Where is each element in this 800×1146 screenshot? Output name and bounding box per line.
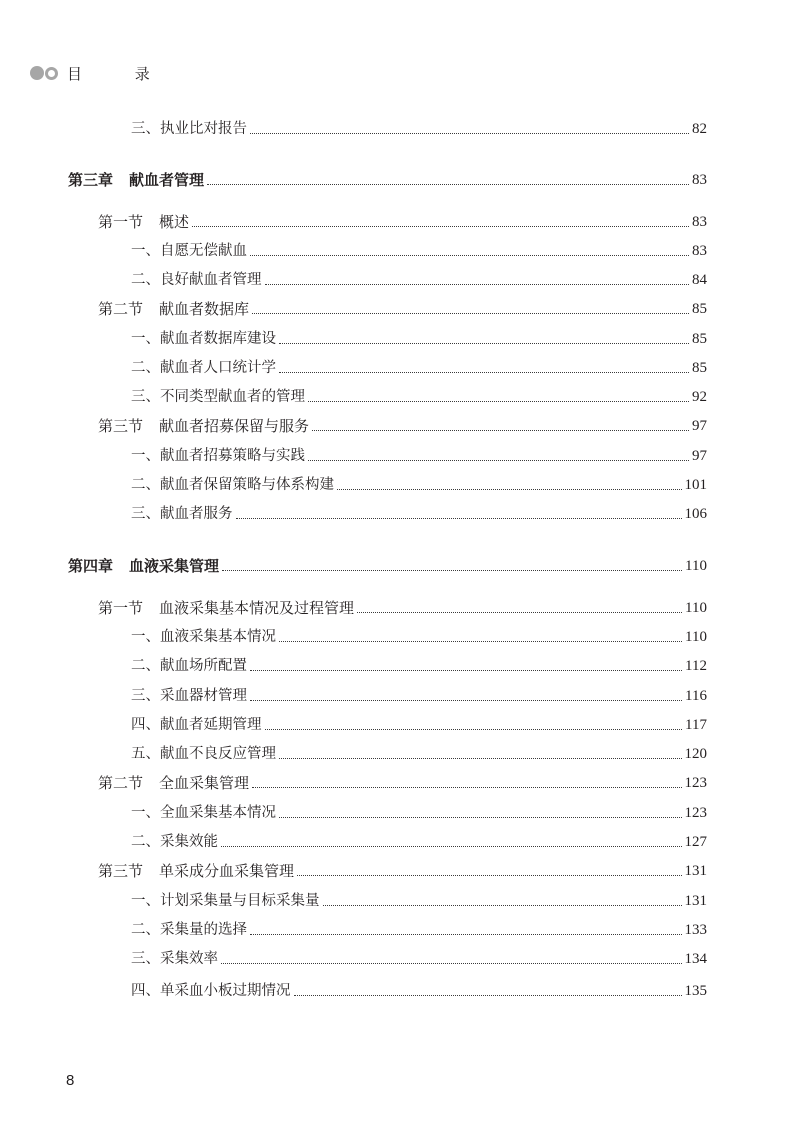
entry-page: 97 bbox=[692, 418, 707, 434]
dot-leader bbox=[265, 729, 683, 730]
dot-leader bbox=[221, 846, 682, 847]
entry-page: 110 bbox=[685, 600, 707, 616]
entry-page: 101 bbox=[684, 477, 707, 493]
entry-title: 一、献血者数据库建设 bbox=[131, 331, 276, 347]
entry-page: 123 bbox=[684, 805, 707, 821]
dot-leader bbox=[337, 489, 682, 490]
entry-title: 三、执业比对报告 bbox=[131, 121, 247, 137]
entry-page: 127 bbox=[684, 834, 707, 850]
dot-leader bbox=[265, 284, 690, 285]
toc-entry[interactable] bbox=[0, 743, 707, 765]
section-number: 第三节 bbox=[98, 862, 144, 880]
entry-title: 一、血液采集基本情况 bbox=[131, 629, 276, 645]
dot-leader bbox=[308, 460, 689, 461]
section-number: 第三节 bbox=[98, 417, 144, 435]
entry-title: 二、采集效能 bbox=[131, 834, 218, 850]
entry-page: 134 bbox=[684, 951, 707, 967]
entry-page: 131 bbox=[684, 893, 707, 909]
toc-entry[interactable] bbox=[0, 118, 707, 140]
dot-leader bbox=[308, 401, 689, 402]
entry-page: 83 bbox=[692, 172, 707, 188]
entry-title: 二、采集量的选择 bbox=[131, 922, 247, 938]
entry-title: 一、自愿无偿献血 bbox=[131, 243, 247, 259]
entry-page: 85 bbox=[692, 301, 707, 317]
entry-title: 概述 bbox=[159, 213, 190, 231]
dot-leader bbox=[279, 758, 682, 759]
chapter-number: 第四章 bbox=[68, 557, 114, 575]
entry-page: 92 bbox=[692, 389, 707, 405]
toc-entry[interactable] bbox=[0, 555, 707, 577]
entry-page: 83 bbox=[692, 243, 707, 259]
toc-entry[interactable] bbox=[0, 802, 707, 824]
entry-title: 一、全血采集基本情况 bbox=[131, 805, 276, 821]
dot-leader bbox=[357, 612, 682, 613]
dot-leader bbox=[236, 518, 682, 519]
dot-leader bbox=[207, 184, 689, 185]
section-number: 第二节 bbox=[98, 774, 144, 792]
entry-title: 三、采血器材管理 bbox=[131, 688, 247, 704]
chapter-number: 第三章 bbox=[68, 171, 114, 189]
dot-leader bbox=[250, 670, 682, 671]
dot-leader bbox=[250, 255, 689, 256]
entry-page: 82 bbox=[692, 121, 707, 137]
entry-page: 106 bbox=[684, 506, 707, 522]
entry-title: 献血者数据库 bbox=[159, 300, 250, 318]
dot-leader bbox=[250, 133, 689, 134]
entry-title: 三、献血者服务 bbox=[131, 506, 233, 522]
entry-title: 四、单采血小板过期情况 bbox=[131, 983, 291, 999]
entry-page: 97 bbox=[692, 448, 707, 464]
entry-title: 全血采集管理 bbox=[159, 774, 250, 792]
entry-title: 一、计划采集量与目标采集量 bbox=[131, 893, 320, 909]
dot-leader bbox=[252, 787, 681, 788]
entry-title: 三、采集效率 bbox=[131, 951, 218, 967]
toc-entry[interactable] bbox=[0, 269, 707, 291]
dot-leader bbox=[252, 313, 689, 314]
toc-entry[interactable] bbox=[0, 503, 707, 525]
dot-leader bbox=[250, 934, 682, 935]
header-title: 目 录 bbox=[67, 64, 174, 83]
entry-title: 五、献血不良反应管理 bbox=[131, 746, 276, 762]
entry-title: 一、献血者招募策略与实践 bbox=[131, 448, 305, 464]
dot-leader bbox=[279, 641, 682, 642]
entry-page: 135 bbox=[684, 983, 707, 999]
dot-leader bbox=[323, 905, 682, 906]
toc-entry[interactable] bbox=[0, 831, 707, 853]
entry-page: 116 bbox=[685, 688, 707, 704]
entry-title: 血液采集管理 bbox=[129, 557, 220, 575]
dot-leader bbox=[222, 570, 682, 571]
dot-leader bbox=[279, 372, 689, 373]
entry-page: 85 bbox=[692, 331, 707, 347]
page-number: 8 bbox=[66, 1072, 75, 1089]
entry-page: 84 bbox=[692, 272, 707, 288]
dot-leader bbox=[192, 226, 689, 227]
toc-entry[interactable] bbox=[0, 919, 707, 941]
toc-entry[interactable] bbox=[0, 415, 707, 437]
toc-entry[interactable] bbox=[0, 445, 707, 467]
dot-leader bbox=[294, 995, 682, 996]
toc-entry[interactable] bbox=[0, 772, 707, 794]
entry-title: 二、献血者人口统计学 bbox=[131, 360, 276, 376]
toc-entry[interactable] bbox=[0, 948, 707, 970]
dot-leader bbox=[279, 817, 682, 818]
section-number: 第二节 bbox=[98, 300, 144, 318]
entry-title: 二、献血者保留策略与体系构建 bbox=[131, 477, 334, 493]
toc-entry[interactable] bbox=[0, 298, 707, 320]
section-number: 第一节 bbox=[98, 213, 144, 231]
entry-title: 单采成分血采集管理 bbox=[159, 862, 295, 880]
toc-entry[interactable] bbox=[0, 980, 707, 1002]
entry-title: 献血者招募保留与服务 bbox=[159, 417, 310, 435]
entry-title: 三、不同类型献血者的管理 bbox=[131, 389, 305, 405]
entry-title: 二、良好献血者管理 bbox=[131, 272, 262, 288]
toc-entry[interactable] bbox=[0, 386, 707, 408]
toc-entry[interactable] bbox=[0, 328, 707, 350]
toc-entry[interactable] bbox=[0, 714, 707, 736]
dot-leader bbox=[297, 875, 681, 876]
dot-leader bbox=[221, 963, 682, 964]
dot-leader bbox=[312, 430, 689, 431]
entry-page: 110 bbox=[685, 558, 707, 574]
toc-entry[interactable] bbox=[0, 890, 707, 912]
dot-leader bbox=[250, 700, 682, 701]
entry-title: 二、献血场所配置 bbox=[131, 658, 247, 674]
dot-leader bbox=[279, 343, 689, 344]
entry-title: 血液采集基本情况及过程管理 bbox=[159, 599, 355, 617]
entry-page: 112 bbox=[685, 658, 707, 674]
toc-entry[interactable] bbox=[0, 685, 707, 707]
entry-page: 120 bbox=[684, 746, 707, 762]
toc-entry[interactable] bbox=[0, 597, 707, 619]
entry-page: 110 bbox=[685, 629, 707, 645]
toc-entry[interactable] bbox=[0, 169, 707, 191]
entry-page: 85 bbox=[692, 360, 707, 376]
entry-page: 123 bbox=[684, 775, 707, 791]
toc-entry[interactable] bbox=[0, 860, 707, 882]
toc-entry[interactable] bbox=[0, 211, 707, 233]
section-number: 第一节 bbox=[98, 599, 144, 617]
toc-entry[interactable] bbox=[0, 240, 707, 262]
entry-page: 133 bbox=[684, 922, 707, 938]
toc-entry[interactable] bbox=[0, 357, 707, 379]
entry-title: 献血者管理 bbox=[129, 171, 205, 189]
entry-page: 117 bbox=[685, 717, 707, 733]
entry-page: 83 bbox=[692, 214, 707, 230]
entry-title: 四、献血者延期管理 bbox=[131, 717, 262, 733]
toc-entry[interactable] bbox=[0, 655, 707, 677]
toc-entry[interactable] bbox=[0, 474, 707, 496]
toc-entry[interactable] bbox=[0, 626, 707, 648]
entry-page: 131 bbox=[684, 863, 707, 879]
